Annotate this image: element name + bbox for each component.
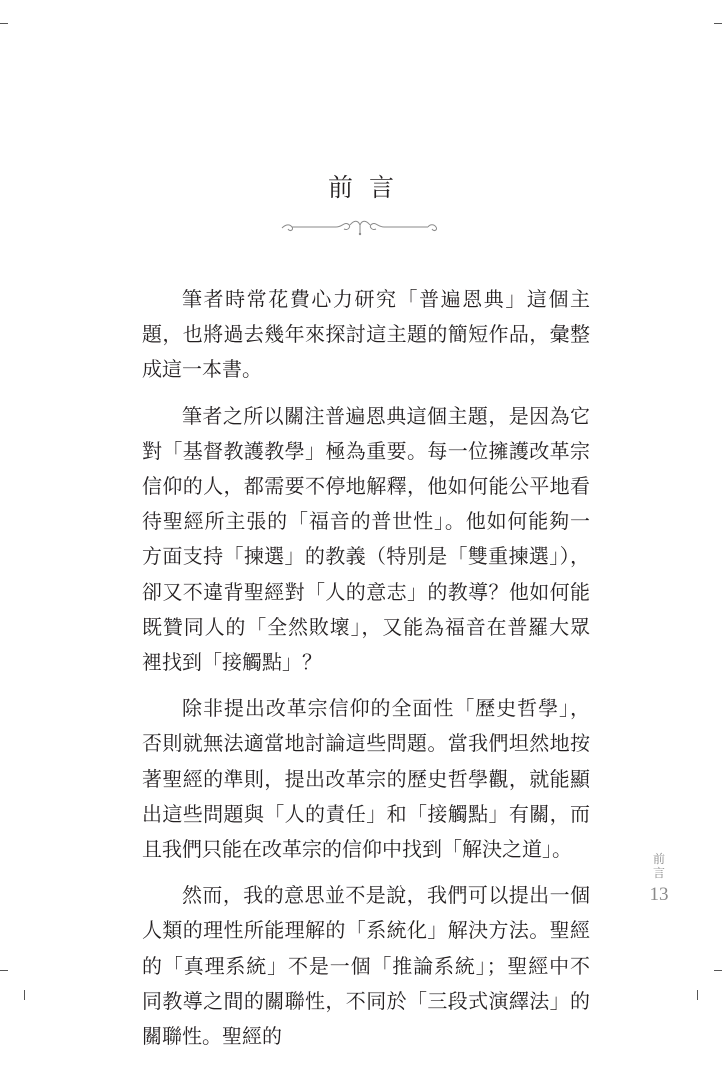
flourish-divider-icon <box>276 216 444 238</box>
crop-mark <box>714 23 722 24</box>
page-title: 前言 <box>327 173 410 202</box>
page-number: 13 <box>649 884 669 905</box>
body-text <box>142 282 590 1065</box>
paragraph: 筆者時常花費心力研究「普遍恩典」這個主題，也將過去幾年來探討這主題的簡短作品，彙整成這一本書。 <box>142 287 590 382</box>
section-label: 前言 <box>652 852 665 880</box>
crop-mark <box>714 970 722 971</box>
paragraph: 然而，我的意思並不是說，我們可以提出一個人類的理性所能理解的「系統化」解決方法。聖經的「真理系統」不是一個「推論系統」；聖經中不同教導之間的關聯性，不同於「三段式演繹法」的關聯性。聖經的 <box>142 883 590 1049</box>
paragraph: 除非提出改革宗信仰的全面性「歷史哲學」，否則就無法適當地討論這些問題。當我們坦然地按著聖經的準則，提出改革宗的歷史哲學觀，就能顯出這些問題與「人的責任」和「接觸點」有關，而且我們只能在改革宗的信仰中找到「解決之道」。 <box>142 696 590 862</box>
paragraph: 筆者之所以關注普遍恩典這個主題，是因為它對「基督教護教學」極為重要。每一位擁護改革宗信仰的人，都需要不停地解釋，他如何能公平地看待聖經所主張的「福音的普世性」。他如何能夠一方面支持「揀選」的教義（特別是「雙重揀選」），卻又不違背聖經對「人的意志」的教導？他如何能既贊同人的「全然敗壞」，又能為福音在普羅大眾裡找到「接觸點」？ <box>142 403 590 675</box>
crop-mark <box>0 970 8 971</box>
crop-mark <box>697 990 698 1000</box>
crop-mark <box>24 990 25 1000</box>
crop-mark <box>0 23 8 24</box>
